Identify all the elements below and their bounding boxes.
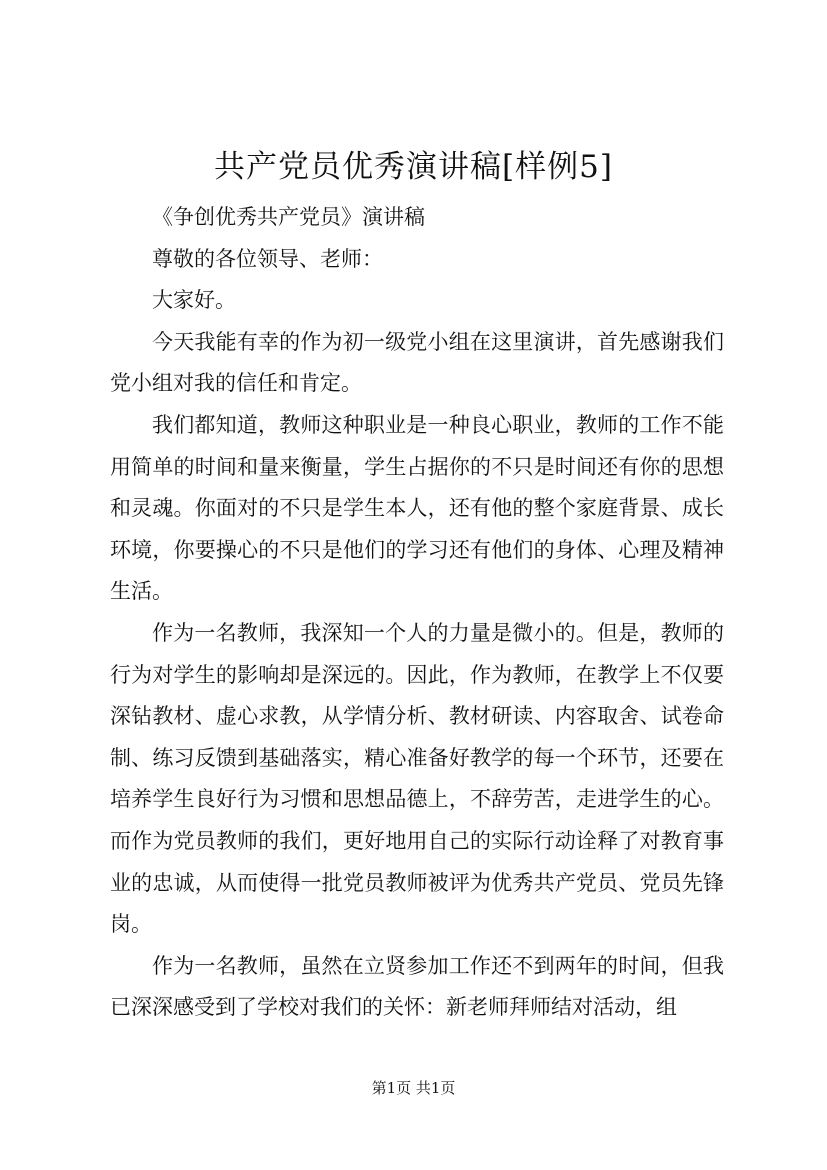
- body-paragraph: 今天我能有幸的作为初一级党小组在这里演讲，首先感谢我们党小组对我的信任和肯定。: [110, 329, 724, 396]
- greeting-paragraph: 大家好。: [152, 288, 236, 313]
- body-paragraph: 我们都知道，教师这种职业是一种良心职业，教师的工作不能用简单的时间和量来衡量，学生占据你的不只是时间还有你的思想和灵魂。你面对的不只是学生本人，还有他的整个家庭背景、成长环境，你要操心的不只是他们的学习还有他们的身体、心理及精神生活。: [110, 412, 724, 604]
- speech-heading-paragraph: 《争创优秀共产党员》演讲稿: [152, 205, 425, 229]
- document-body: [110, 197, 724, 1029]
- salutation-paragraph: 尊敬的各位领导、老师：: [152, 246, 383, 271]
- page-number-footer: 第1页 共1页: [371, 1079, 456, 1097]
- body-paragraph: 作为一名教师，虽然在立贤参加工作还不到两年的时间，但我已深深感受到了学校对我们的关怀：新老师拜师结对活动，组: [110, 953, 724, 1020]
- document-title: 共产党员优秀演讲稿[样例5]: [214, 149, 613, 185]
- body-paragraph: 作为一名教师，我深知一个人的力量是微小的。但是，教师的行为对学生的影响却是深远的。因此，作为教师，在教学上不仅要深钻教材、虚心求教，从学情分析、教材研读、内容取舍、试卷命制、练习反馈到基础落实，精心准备好教学的每一个环节，还要在培养学生良好行为习惯和思想品德上，不辞劳苦，走进学生的心。而作为党员教师的我们，更好地用自己的实际行动诠释了对教育事业的忠诚，从而使得一批党员教师被评为优秀共产党员、党员先锋岗。: [110, 620, 724, 937]
